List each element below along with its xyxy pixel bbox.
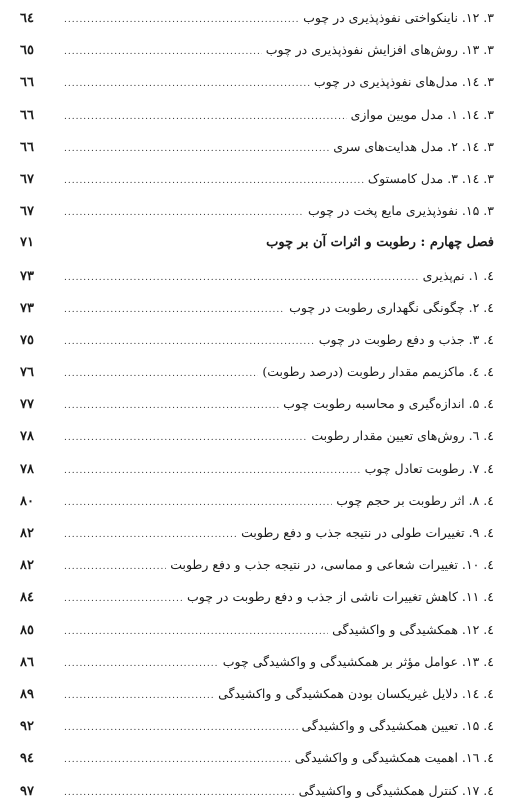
dot-leader [64, 616, 328, 648]
dot-leader [64, 101, 347, 133]
toc-entry-title: ٤. ۱۲. همکشیدگی و واکشیدگی [332, 621, 494, 637]
toc-entry [20, 292, 494, 324]
toc-entry [20, 131, 494, 163]
toc-entry [20, 775, 494, 807]
dot-leader [64, 36, 262, 68]
toc-entry-title: ٤. ۷. رطوبت تعادل چوب [364, 460, 494, 476]
dot-leader [64, 358, 258, 390]
dot-leader [64, 422, 307, 454]
toc-entry-page: ٨٤ [20, 590, 34, 606]
toc-entry-title: ۳. ۱٤. مدل‌های نفوذپذیری در چوب [313, 74, 494, 90]
toc-entry-page: ٧٣ [20, 300, 34, 316]
toc-entry-title: ٤. ۱۳. عوامل مؤثر بر همکشیدگی و واکشیدگی چوب [222, 653, 494, 669]
toc-entry [20, 420, 494, 452]
dot-leader [64, 326, 315, 358]
toc-entry-title: ٤. ۱۱. کاهش تغییرات ناشی از جذب و دفع رطوبت در چوب [186, 589, 494, 605]
dot-leader [64, 390, 279, 422]
toc-entry-page: ٧٥ [20, 332, 34, 348]
toc-entry [20, 324, 494, 356]
toc-entry-page: ٧١ [20, 235, 34, 251]
toc-entry-title: ٤. ۱۵. تعیین همکشیدگی و واکشیدگی [301, 718, 494, 734]
toc-entry-title: ٤. ٦. روش‌های تعیین مقدار رطوبت [311, 428, 494, 444]
toc-entry [20, 710, 494, 742]
toc-entry-page: ٧٧ [20, 397, 34, 413]
toc-entry-page: ٧٨ [20, 429, 34, 445]
toc-entry-title: ٤. ۱. نم‌پذیری [422, 267, 494, 283]
toc-entry-title: ٤. ۱۷. کنترل همکشیدگی و واکشیدگی [298, 782, 494, 798]
toc-entry [20, 453, 494, 485]
toc-entry-page: ٩٢ [20, 719, 34, 735]
toc-entry-page: ٦٦ [20, 107, 34, 123]
toc-entry-title: ٤. ۹. تغییرات طولی در نتیجه جذب و دفع رطوبت [241, 525, 494, 540]
toc-entry-title: ٤. ۸. اثر رطوبت بر حجم چوب [336, 492, 494, 508]
dot-leader [64, 294, 285, 326]
toc-entry-title: ٤. ۲. چگونگی نگهداری رطوبت در چوب [289, 299, 494, 315]
toc-entry-page: ٦٦ [20, 75, 34, 91]
toc-entry [20, 549, 494, 581]
toc-entry-page: ٧٨ [20, 461, 34, 477]
dot-leader [64, 777, 295, 809]
toc-entry-page: ٦٥ [20, 43, 34, 59]
toc-entry [20, 614, 494, 646]
dot-leader [64, 648, 219, 680]
toc-entry-page: ٧٣ [20, 268, 34, 284]
toc-entry [20, 388, 494, 420]
toc-entry-title: ٤. ٤. ماکزیمم مقدار رطوبت (درصد رطوبت) [262, 364, 494, 380]
toc-entry [20, 742, 494, 774]
toc-entry-page: ٨٢ [20, 526, 34, 541]
toc-chapter-heading [20, 227, 494, 259]
toc-entry-title: ۳. ۱۲. ناینکواختی نفوذپذیری در چوب [303, 10, 494, 25]
dot-leader [64, 455, 361, 487]
toc-entry-page: ٨٩ [20, 686, 34, 702]
dot-leader [64, 551, 166, 583]
toc-entry-page: ٨٦ [20, 654, 34, 670]
toc-entry-page: ٨٠ [20, 493, 34, 509]
table-of-contents [20, 2, 494, 810]
toc-entry [20, 581, 494, 613]
toc-entry-page: ٩٤ [20, 751, 34, 767]
toc-entry [20, 34, 494, 66]
dot-leader [64, 262, 419, 294]
toc-entry-page: ٦٧ [20, 204, 34, 220]
toc-entry-page: ٦٧ [20, 171, 34, 187]
dot-leader [64, 197, 304, 229]
toc-entry [20, 2, 494, 34]
toc-entry-title: ۳. ۱٤. ۱. مدل مویین موازی [350, 106, 494, 122]
toc-entry [20, 646, 494, 678]
toc-entry-title: ٤. ۱٤. دلایل غیریکسان بودن همکشیدگی و واکشیدگی [218, 685, 494, 701]
dot-leader [64, 68, 310, 100]
toc-entry [20, 356, 494, 388]
dot-leader [64, 519, 237, 551]
toc-entry [20, 195, 494, 227]
dot-leader [64, 583, 183, 615]
toc-entry [20, 678, 494, 710]
toc-entry [20, 485, 494, 517]
toc-entry-title: ٤. ۵. اندازه‌گیری و محاسبه رطوبت چوب [283, 396, 494, 412]
toc-entry-title: ٤. ۱۰. تغییرات شعاعی و مماسی، در نتیجه جذب و دفع رطوبت [170, 557, 494, 573]
toc-entry [20, 517, 494, 549]
toc-entry [20, 66, 494, 98]
toc-entry [20, 163, 494, 195]
toc-entry [20, 99, 494, 131]
toc-entry-page: ٦٦ [20, 139, 34, 155]
dot-leader [64, 487, 332, 519]
toc-entry-page: ٨٢ [20, 558, 34, 574]
toc-entry-title: ۳. ۱۵. نفوذپذیری مایع پخت در چوب [308, 203, 494, 219]
dot-leader [64, 165, 364, 197]
toc-entry-title: ٤. ۱٦. اهمیت همکشیدگی و واکشیدگی [294, 750, 494, 766]
toc-entry-title: ٤. ۳. جذب و دفع رطوبت در چوب [318, 331, 494, 347]
toc-entry-page: ٧٦ [20, 365, 34, 381]
toc-entry-page: ٩٧ [20, 783, 34, 799]
dot-leader [64, 744, 291, 776]
toc-entry-title: ۳. ۱٤. ۳. مدل کامستوک [367, 170, 494, 186]
toc-entry-title: فصل چهارم : رطوبت و اثرات آن بر چوب [266, 235, 494, 251]
toc-entry-page: ٦٤ [20, 11, 34, 26]
toc-entry-page: ٨٥ [20, 622, 34, 638]
dot-leader [64, 4, 299, 36]
toc-entry [20, 260, 494, 292]
toc-entry-title: ۳. ۱۳. روش‌های افزایش نفوذپذیری در چوب [265, 42, 494, 58]
dot-leader [64, 712, 298, 744]
dot-leader [64, 680, 214, 712]
toc-entry-title: ۳. ۱٤. ۲. مدل هدایت‌های سری [333, 138, 494, 154]
dot-leader [64, 133, 329, 165]
